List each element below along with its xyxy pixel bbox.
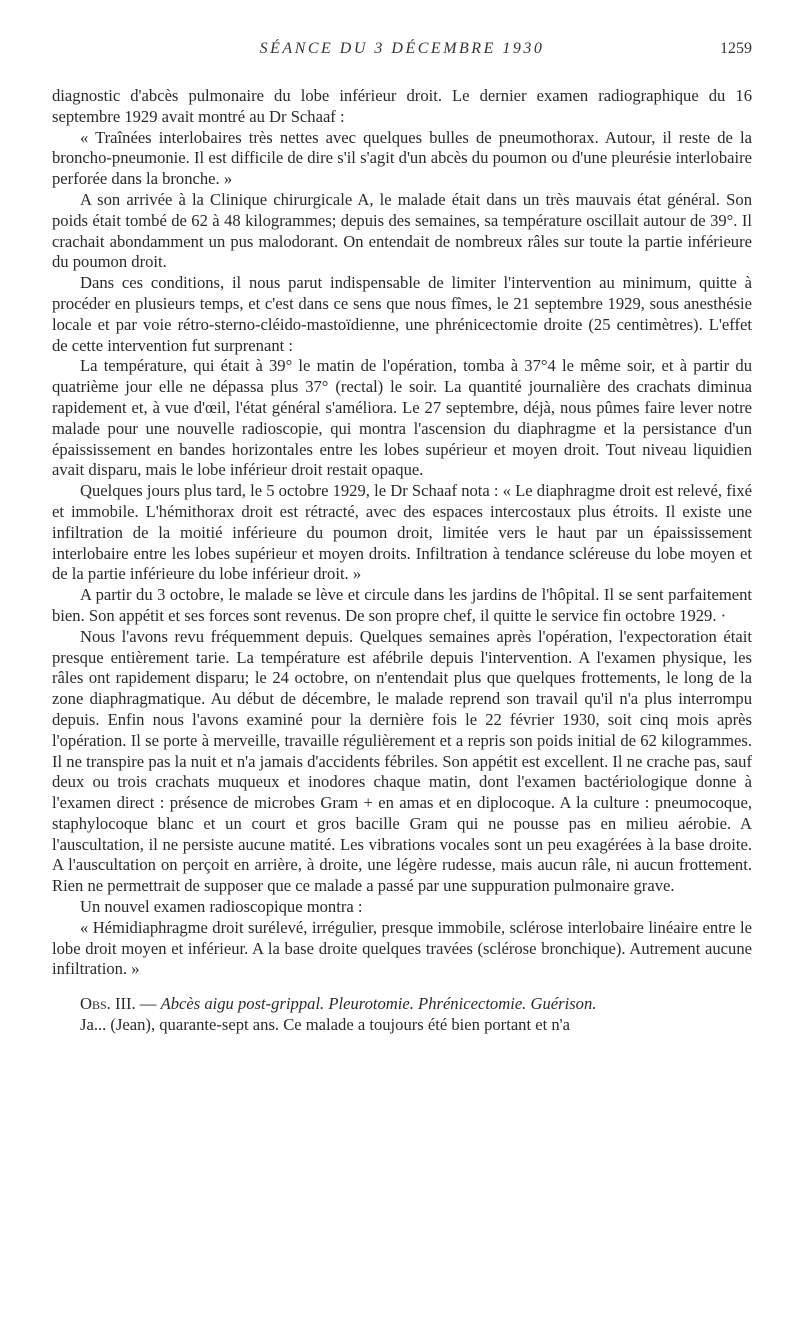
paragraph-8: Nous l'avons revu fréquemment depuis. Quelques semaines après l'opération, l'expectoration était presque entièrement tarie. La température est afébrile depuis l'intervention. A l'examen physique, les râles ont rapidement disparu; le 24 octobre, on n'entendait plus que quelques frottements, le long de la zone diaphragmatique. Au début de décembre, le malade reprend son travail qu'il n'a plus interrompu depuis. Enfin nous l'avons examiné pour la dernière fois le 22 février 1930, soit cinq mois après l'opération. Il se porte à merveille, travaille régulièrement et a repris son poids initial de 62 kilogrammes. Il ne transpire pas la nuit et n'a jamais d'accidents fébriles. Son appétit est excellent. Il ne crache pas, sauf deux ou trois crachats muqueux et inodores chaque matin, dont l'examen bactériologique donne à l'examen direct : présence de microbes Gram + en amas et en diplocoque. A la culture : pneumocoque, staphylocoque blanc et un court et gros bacille Gram qui ne pousse pas en milieu aérobie. A l'auscultation, il ne persiste aucune matité. Les vibrations vocales sont un peu exagérées à la base droite. A l'auscultation on perçoit en arrière, à droite, une légère rudesse, mais aucun râle, ni aucun frottement. Rien ne permettrait de supposer que ce malade a passé par une suppuration pulmonaire grave. [52, 626, 752, 896]
paragraph-2: « Traînées interlobaires très nettes avec quelques bulles de pneumothorax. Autour, il reste de la broncho-pneumonie. Il est difficile de dire s'il s'agit d'un abcès du poumon ou d'une pleurésie interlobaire perforée dans la bronche. » [52, 127, 752, 189]
paragraph-9: Un nouvel examen radioscopique montra : [80, 897, 363, 917]
paragraph-5: La température, qui était à 39° le matin de l'opération, tomba à 37°4 le même soir, et à partir du quatrième jour elle ne dépassa plus 37° (rectal) le soir. La quantité journalière des crachats diminua rapidement et, à vue d'œil, l'état général s'améliora. Le 27 septembre, déjà, nous pûmes faire lever notre malade pour une nouvelle radioscopie, qui montra l'ascension du diaphragme et la persistance d'un épaississement en bandes horizontales entre les lobes supérieur et moyen droit. Tout niveau liquidien avait disparu, mais le lobe inférieur droit restait opaque. [52, 356, 752, 480]
observation-label: Obs. III. [80, 994, 136, 1014]
paragraph-4: Dans ces conditions, il nous parut indispensable de limiter l'intervention au minimum, quitte à procéder en plusieurs temps, et c'est dans ce sens que nous fîmes, le 21 septembre 1929, sous anesthésie locale et par voie rétro-sterno-cléido-mastoïdienne, une phrénicectomie droite (25 centimètres). L'effet de cette intervention fut surprenant : [52, 273, 752, 355]
paragraph-3: A son arrivée à la Clinique chirurgicale A, le malade était dans un très mauvais état général. Son poids était tombé de 62 à 48 kilogrammes; depuis des semaines, sa température oscillait autour de 39°. Il crachait abondamment un pus malodorant. On entendait de nombreux râles sur toute la partie inférieure du poumon droit. [52, 189, 752, 272]
observation-title: Abcès aigu post-grippal. Pleurotomie. Phrénicectomie. Guérison. [160, 994, 597, 1014]
observation-text: Ja... (Jean), quarante-sept ans. Ce malade a toujours été bien portant et n'a [80, 1015, 571, 1035]
observation-heading [52, 994, 752, 1015]
running-title: SÉANCE DU 3 DÉCEMBRE 1930 [259, 40, 545, 57]
paragraph-7: A partir du 3 octobre, le malade se lève et circule dans les jardins de l'hôpital. Il se sent parfaitement bien. Son appétit et ses forces sont revenus. De son propre chef, il quitte le service fin octobre 1929. · [52, 585, 752, 625]
paragraph-6: Quelques jours plus tard, le 5 octobre 1929, le Dr Schaaf nota : « Le diaphragme droit est relevé, fixé et immobile. L'hémithorax droit est rétracté, avec des espaces intercostaux plus étroits. Il existe une infiltration de la moitié inférieure du poumon droit, limitée vers le haut par un épaississement interlobaire entre les lobes supérieur et moyen droits. Infiltration à tendance scléreuse du lobe moyen et de la partie inférieure du lobe inférieur droit. » [52, 481, 752, 584]
paragraph-1: diagnostic d'abcès pulmonaire du lobe inférieur droit. Le dernier examen radiographique du 16 septembre 1929 avait montré au Dr Schaaf : [52, 86, 752, 126]
observation-dash: — [135, 994, 161, 1014]
paragraph-10: « Hémidiaphragme droit surélevé, irrégulier, presque immobile, sclérose interlobaire linéaire entre le lobe droit moyen et inférieur. A la base droite quelques travées (sclérose bronchique). Autrement aucune infiltration. » [52, 917, 752, 979]
page-header [52, 40, 752, 64]
page-number: 1259 [720, 40, 752, 57]
body-text [52, 86, 752, 1036]
